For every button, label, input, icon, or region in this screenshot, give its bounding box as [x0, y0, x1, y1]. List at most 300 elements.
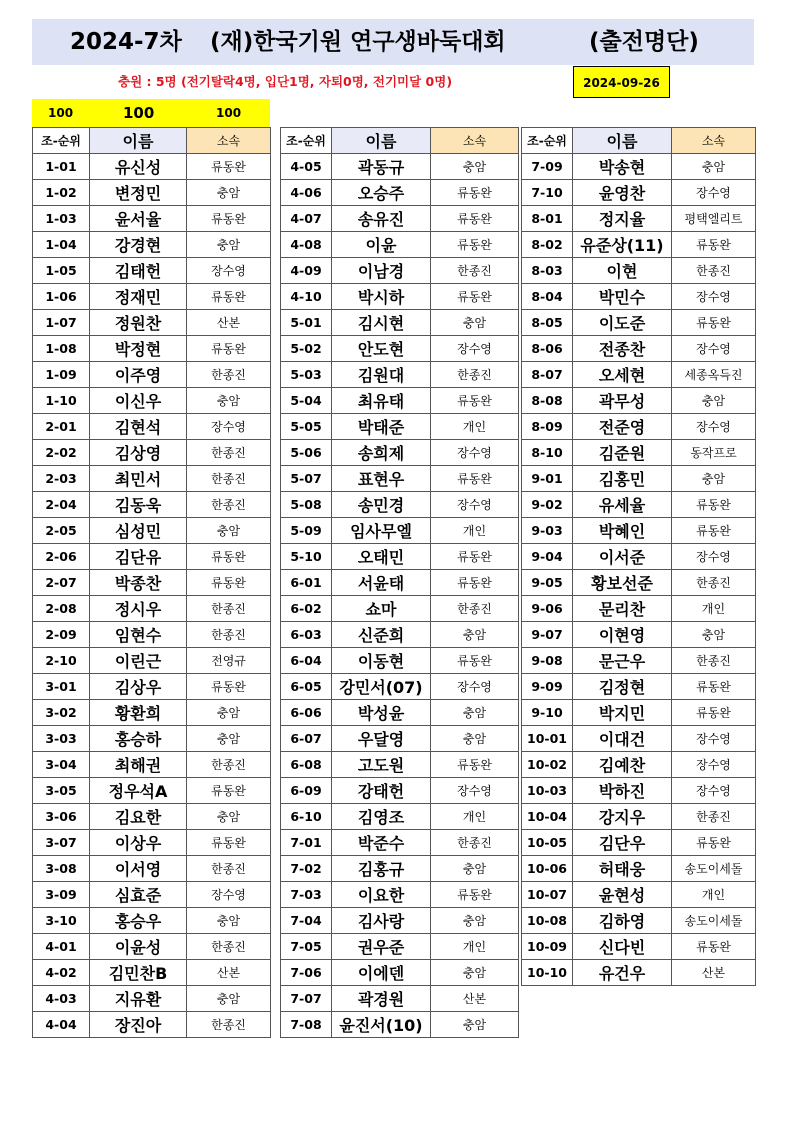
cell-affiliation: 세종옥득진 — [672, 362, 756, 388]
table-row — [33, 388, 271, 414]
table-row — [281, 752, 519, 778]
table-row — [281, 310, 519, 336]
cell-name: 신다빈 — [573, 934, 672, 960]
cell-name: 권우준 — [332, 934, 431, 960]
table-row — [522, 518, 756, 544]
yellow-value-1: 100 — [48, 106, 74, 120]
cell-name: 심효준 — [90, 882, 187, 908]
cell-code: 9-09 — [522, 674, 573, 700]
cell-affiliation: 개인 — [431, 934, 519, 960]
cell-code: 4-07 — [281, 206, 332, 232]
table-row — [522, 440, 756, 466]
header-code: 조-순위 — [281, 128, 332, 154]
cell-code: 7-03 — [281, 882, 332, 908]
cell-code: 6-08 — [281, 752, 332, 778]
table-row — [33, 154, 271, 180]
date-box: 2024-09-26 — [573, 66, 670, 98]
cell-name: 김단우 — [573, 830, 672, 856]
cell-name: 황환희 — [90, 700, 187, 726]
table-row — [281, 882, 519, 908]
table-row — [33, 882, 271, 908]
cell-name: 고도원 — [332, 752, 431, 778]
table-row — [522, 596, 756, 622]
cell-code: 6-02 — [281, 596, 332, 622]
cell-code: 4-01 — [33, 934, 90, 960]
cell-name: 정지율 — [573, 206, 672, 232]
cell-code: 10-07 — [522, 882, 573, 908]
cell-code: 4-03 — [33, 986, 90, 1012]
cell-name: 송유진 — [332, 206, 431, 232]
cell-name: 김하영 — [573, 908, 672, 934]
cell-affiliation: 한종진 — [431, 596, 519, 622]
cell-affiliation: 전영규 — [187, 648, 271, 674]
cell-name: 박시하 — [332, 284, 431, 310]
cell-name: 홍승우 — [90, 908, 187, 934]
cell-affiliation: 충암 — [431, 1012, 519, 1038]
table-header-row — [522, 128, 756, 154]
cell-name: 박정현 — [90, 336, 187, 362]
cell-affiliation: 개인 — [431, 518, 519, 544]
table-row — [281, 388, 519, 414]
cell-affiliation: 장수영 — [431, 674, 519, 700]
cell-affiliation: 류동완 — [431, 570, 519, 596]
cell-name: 이서영 — [90, 856, 187, 882]
cell-affiliation: 류동완 — [431, 232, 519, 258]
cell-code: 7-04 — [281, 908, 332, 934]
cell-affiliation: 한종진 — [187, 466, 271, 492]
cell-name: 임사무엘 — [332, 518, 431, 544]
table-row — [281, 596, 519, 622]
cell-affiliation: 충암 — [187, 726, 271, 752]
cell-name: 유신성 — [90, 154, 187, 180]
header-affiliation: 소속 — [672, 128, 756, 154]
cell-name: 이남경 — [332, 258, 431, 284]
cell-affiliation: 개인 — [672, 596, 756, 622]
roster-table-3 — [521, 127, 756, 986]
replacement-summary: 충원 : 5명 (전기탈락4명, 입단1명, 자퇴0명, 전기미달 0명) — [118, 74, 453, 89]
cell-code: 7-02 — [281, 856, 332, 882]
table-row — [522, 570, 756, 596]
cell-affiliation: 장수영 — [187, 882, 271, 908]
table-row — [522, 180, 756, 206]
cell-name: 황보선준 — [573, 570, 672, 596]
cell-code: 1-09 — [33, 362, 90, 388]
cell-affiliation: 한종진 — [187, 1012, 271, 1038]
table-row — [281, 648, 519, 674]
cell-code: 8-01 — [522, 206, 573, 232]
cell-affiliation: 산본 — [187, 310, 271, 336]
cell-name: 오승주 — [332, 180, 431, 206]
cell-name: 윤서율 — [90, 206, 187, 232]
cell-name: 이동현 — [332, 648, 431, 674]
table-row — [281, 934, 519, 960]
cell-code: 1-05 — [33, 258, 90, 284]
cell-code: 9-02 — [522, 492, 573, 518]
cell-affiliation: 한종진 — [431, 258, 519, 284]
table-row — [281, 674, 519, 700]
cell-name: 이에덴 — [332, 960, 431, 986]
cell-name: 박준수 — [332, 830, 431, 856]
cell-code: 3-08 — [33, 856, 90, 882]
cell-name: 박종찬 — [90, 570, 187, 596]
table-row — [522, 960, 756, 986]
cell-affiliation: 한종진 — [672, 804, 756, 830]
cell-affiliation: 장수영 — [187, 258, 271, 284]
cell-affiliation: 충암 — [187, 700, 271, 726]
title-event: (재)한국기원 연구생바둑대회 — [210, 29, 506, 55]
cell-code: 4-05 — [281, 154, 332, 180]
cell-code: 3-03 — [33, 726, 90, 752]
table-row — [33, 258, 271, 284]
table-row — [281, 232, 519, 258]
cell-name: 이린근 — [90, 648, 187, 674]
cell-code: 6-09 — [281, 778, 332, 804]
cell-affiliation: 충암 — [672, 622, 756, 648]
cell-code: 1-04 — [33, 232, 90, 258]
table-row — [281, 726, 519, 752]
cell-code: 4-08 — [281, 232, 332, 258]
cell-name: 박성윤 — [332, 700, 431, 726]
cell-affiliation: 충암 — [431, 908, 519, 934]
table-row — [33, 726, 271, 752]
cell-code: 2-10 — [33, 648, 90, 674]
cell-code: 7-05 — [281, 934, 332, 960]
cell-name: 김준원 — [573, 440, 672, 466]
table-row — [522, 830, 756, 856]
cell-affiliation: 류동완 — [672, 830, 756, 856]
cell-code: 5-08 — [281, 492, 332, 518]
cell-code: 4-02 — [33, 960, 90, 986]
cell-affiliation: 충암 — [187, 388, 271, 414]
cell-name: 표현우 — [332, 466, 431, 492]
table-row — [281, 336, 519, 362]
header-name: 이름 — [90, 128, 187, 154]
table-row — [522, 882, 756, 908]
table-row — [281, 778, 519, 804]
table-row — [33, 856, 271, 882]
table-header-row — [33, 128, 271, 154]
title-round: 2024-7차 — [70, 29, 182, 55]
table-row — [281, 986, 519, 1012]
cell-affiliation: 충암 — [187, 986, 271, 1012]
cell-name: 강경현 — [90, 232, 187, 258]
table-row — [33, 518, 271, 544]
cell-name: 정우석A — [90, 778, 187, 804]
table-row — [33, 492, 271, 518]
table-row — [33, 700, 271, 726]
table-row — [281, 908, 519, 934]
title-roster: (출전명단) — [589, 29, 699, 55]
cell-name: 최유태 — [332, 388, 431, 414]
cell-affiliation: 장수영 — [672, 336, 756, 362]
cell-code: 6-05 — [281, 674, 332, 700]
table-row — [33, 960, 271, 986]
cell-name: 이현 — [573, 258, 672, 284]
cell-code: 4-09 — [281, 258, 332, 284]
table-row — [281, 414, 519, 440]
cell-code: 1-01 — [33, 154, 90, 180]
cell-affiliation: 충암 — [431, 154, 519, 180]
table-row — [281, 362, 519, 388]
table-row — [522, 492, 756, 518]
cell-affiliation: 충암 — [431, 726, 519, 752]
table-row — [33, 622, 271, 648]
cell-affiliation: 류동완 — [431, 752, 519, 778]
table-row — [522, 700, 756, 726]
table-row — [281, 154, 519, 180]
table-row — [522, 258, 756, 284]
table-row — [281, 700, 519, 726]
cell-name: 쇼마 — [332, 596, 431, 622]
cell-affiliation: 류동완 — [431, 180, 519, 206]
cell-affiliation: 류동완 — [187, 570, 271, 596]
cell-affiliation: 류동완 — [672, 492, 756, 518]
cell-affiliation: 류동완 — [672, 934, 756, 960]
cell-affiliation: 류동완 — [672, 310, 756, 336]
header-code: 조-순위 — [33, 128, 90, 154]
cell-name: 정재민 — [90, 284, 187, 310]
cell-name: 김예찬 — [573, 752, 672, 778]
header-affiliation: 소속 — [431, 128, 519, 154]
cell-affiliation: 류동완 — [187, 674, 271, 700]
table-row — [33, 232, 271, 258]
cell-affiliation: 한종진 — [431, 830, 519, 856]
cell-name: 변정민 — [90, 180, 187, 206]
cell-name: 김단유 — [90, 544, 187, 570]
cell-affiliation: 충암 — [672, 388, 756, 414]
table-row — [522, 466, 756, 492]
cell-name: 김홍민 — [573, 466, 672, 492]
table-row — [281, 284, 519, 310]
cell-name: 김태헌 — [90, 258, 187, 284]
table-row — [33, 674, 271, 700]
cell-name: 유준상(11) — [573, 232, 672, 258]
table-row — [522, 804, 756, 830]
cell-code: 9-07 — [522, 622, 573, 648]
cell-affiliation: 한종진 — [187, 934, 271, 960]
cell-affiliation: 류동완 — [431, 544, 519, 570]
cell-name: 이대건 — [573, 726, 672, 752]
table-row — [522, 336, 756, 362]
cell-code: 5-01 — [281, 310, 332, 336]
cell-code: 2-02 — [33, 440, 90, 466]
cell-name: 최민서 — [90, 466, 187, 492]
table-row — [522, 934, 756, 960]
cell-code: 8-08 — [522, 388, 573, 414]
cell-code: 4-04 — [33, 1012, 90, 1038]
cell-affiliation: 류동완 — [187, 544, 271, 570]
table-row — [522, 674, 756, 700]
cell-code: 5-02 — [281, 336, 332, 362]
cell-affiliation: 류동완 — [431, 284, 519, 310]
cell-name: 김상우 — [90, 674, 187, 700]
table-row — [522, 752, 756, 778]
cell-code: 5-09 — [281, 518, 332, 544]
cell-code: 4-10 — [281, 284, 332, 310]
roster-table-2 — [280, 127, 519, 1038]
table-row — [33, 336, 271, 362]
cell-name: 윤진서(10) — [332, 1012, 431, 1038]
table-row — [33, 570, 271, 596]
cell-name: 정원찬 — [90, 310, 187, 336]
cell-code: 8-05 — [522, 310, 573, 336]
cell-name: 송희제 — [332, 440, 431, 466]
table-row — [281, 492, 519, 518]
table-row — [522, 284, 756, 310]
table-row — [33, 648, 271, 674]
cell-code: 7-09 — [522, 154, 573, 180]
cell-affiliation: 한종진 — [672, 258, 756, 284]
cell-affiliation: 장수영 — [431, 336, 519, 362]
cell-affiliation: 한종진 — [187, 596, 271, 622]
table-row — [33, 908, 271, 934]
cell-affiliation: 류동완 — [431, 882, 519, 908]
table-row — [522, 544, 756, 570]
table-row — [33, 934, 271, 960]
cell-name: 강지우 — [573, 804, 672, 830]
table-row — [522, 726, 756, 752]
cell-code: 3-02 — [33, 700, 90, 726]
cell-code: 5-04 — [281, 388, 332, 414]
cell-name: 박혜인 — [573, 518, 672, 544]
cell-name: 이도준 — [573, 310, 672, 336]
cell-affiliation: 장수영 — [672, 180, 756, 206]
cell-affiliation: 한종진 — [187, 622, 271, 648]
cell-code: 8-10 — [522, 440, 573, 466]
cell-name: 최해권 — [90, 752, 187, 778]
cell-name: 김시현 — [332, 310, 431, 336]
cell-affiliation: 장수영 — [672, 752, 756, 778]
cell-affiliation: 한종진 — [187, 752, 271, 778]
cell-affiliation: 산본 — [672, 960, 756, 986]
table-row — [33, 778, 271, 804]
cell-code: 2-03 — [33, 466, 90, 492]
table-row — [522, 856, 756, 882]
cell-name: 윤현성 — [573, 882, 672, 908]
cell-code: 5-06 — [281, 440, 332, 466]
table-row — [522, 622, 756, 648]
cell-name: 이주영 — [90, 362, 187, 388]
cell-affiliation: 류동완 — [187, 154, 271, 180]
cell-affiliation: 충암 — [187, 804, 271, 830]
cell-code: 3-04 — [33, 752, 90, 778]
cell-code: 8-06 — [522, 336, 573, 362]
cell-name: 심성민 — [90, 518, 187, 544]
cell-code: 2-06 — [33, 544, 90, 570]
cell-code: 6-03 — [281, 622, 332, 648]
cell-affiliation: 류동완 — [431, 648, 519, 674]
table-row — [33, 752, 271, 778]
cell-name: 장진아 — [90, 1012, 187, 1038]
cell-name: 곽경원 — [332, 986, 431, 1012]
header-code: 조-순위 — [522, 128, 573, 154]
table-row — [33, 284, 271, 310]
cell-code: 10-05 — [522, 830, 573, 856]
cell-affiliation: 장수영 — [672, 284, 756, 310]
cell-name: 곽동규 — [332, 154, 431, 180]
cell-code: 10-06 — [522, 856, 573, 882]
table-row — [522, 908, 756, 934]
cell-name: 유세율 — [573, 492, 672, 518]
cell-name: 윤영찬 — [573, 180, 672, 206]
cell-code: 10-08 — [522, 908, 573, 934]
table-row — [522, 778, 756, 804]
cell-affiliation: 한종진 — [187, 492, 271, 518]
cell-affiliation: 개인 — [431, 414, 519, 440]
cell-code: 3-07 — [33, 830, 90, 856]
table-row — [33, 986, 271, 1012]
cell-code: 8-07 — [522, 362, 573, 388]
cell-name: 홍승하 — [90, 726, 187, 752]
cell-affiliation: 충암 — [431, 622, 519, 648]
table-row — [281, 1012, 519, 1038]
cell-code: 6-06 — [281, 700, 332, 726]
header-affiliation: 소속 — [187, 128, 271, 154]
cell-code: 5-03 — [281, 362, 332, 388]
cell-code: 2-01 — [33, 414, 90, 440]
cell-affiliation: 장수영 — [187, 414, 271, 440]
cell-code: 7-10 — [522, 180, 573, 206]
cell-name: 이신우 — [90, 388, 187, 414]
title-bar — [32, 19, 754, 65]
yellow-value-2: 100 — [123, 104, 155, 122]
table-row — [281, 856, 519, 882]
header-name: 이름 — [573, 128, 672, 154]
cell-affiliation: 한종진 — [187, 440, 271, 466]
cell-code: 8-09 — [522, 414, 573, 440]
cell-name: 유건우 — [573, 960, 672, 986]
cell-code: 5-05 — [281, 414, 332, 440]
cell-affiliation: 송도이세돌 — [672, 908, 756, 934]
table-row — [522, 206, 756, 232]
cell-name: 안도현 — [332, 336, 431, 362]
cell-code: 4-06 — [281, 180, 332, 206]
cell-code: 8-04 — [522, 284, 573, 310]
cell-code: 6-01 — [281, 570, 332, 596]
cell-affiliation: 류동완 — [672, 700, 756, 726]
cell-name: 오세현 — [573, 362, 672, 388]
cell-affiliation: 한종진 — [187, 362, 271, 388]
cell-affiliation: 장수영 — [431, 492, 519, 518]
cell-code: 2-07 — [33, 570, 90, 596]
cell-affiliation: 충암 — [187, 180, 271, 206]
cell-affiliation: 동작프로 — [672, 440, 756, 466]
cell-code: 9-05 — [522, 570, 573, 596]
cell-affiliation: 한종진 — [187, 856, 271, 882]
table-row — [281, 830, 519, 856]
table-row — [33, 180, 271, 206]
cell-code: 1-02 — [33, 180, 90, 206]
cell-code: 9-03 — [522, 518, 573, 544]
cell-name: 곽무성 — [573, 388, 672, 414]
cell-affiliation: 충암 — [187, 232, 271, 258]
cell-name: 김사랑 — [332, 908, 431, 934]
cell-affiliation: 한종진 — [672, 570, 756, 596]
table-row — [33, 414, 271, 440]
cell-code: 6-07 — [281, 726, 332, 752]
cell-code: 3-10 — [33, 908, 90, 934]
cell-code: 7-07 — [281, 986, 332, 1012]
cell-name: 김영조 — [332, 804, 431, 830]
table-row — [281, 518, 519, 544]
table-row — [33, 440, 271, 466]
cell-affiliation: 류동완 — [187, 284, 271, 310]
cell-code: 5-10 — [281, 544, 332, 570]
cell-code: 1-07 — [33, 310, 90, 336]
cell-affiliation: 장수영 — [672, 778, 756, 804]
cell-name: 박송현 — [573, 154, 672, 180]
cell-affiliation: 장수영 — [672, 726, 756, 752]
